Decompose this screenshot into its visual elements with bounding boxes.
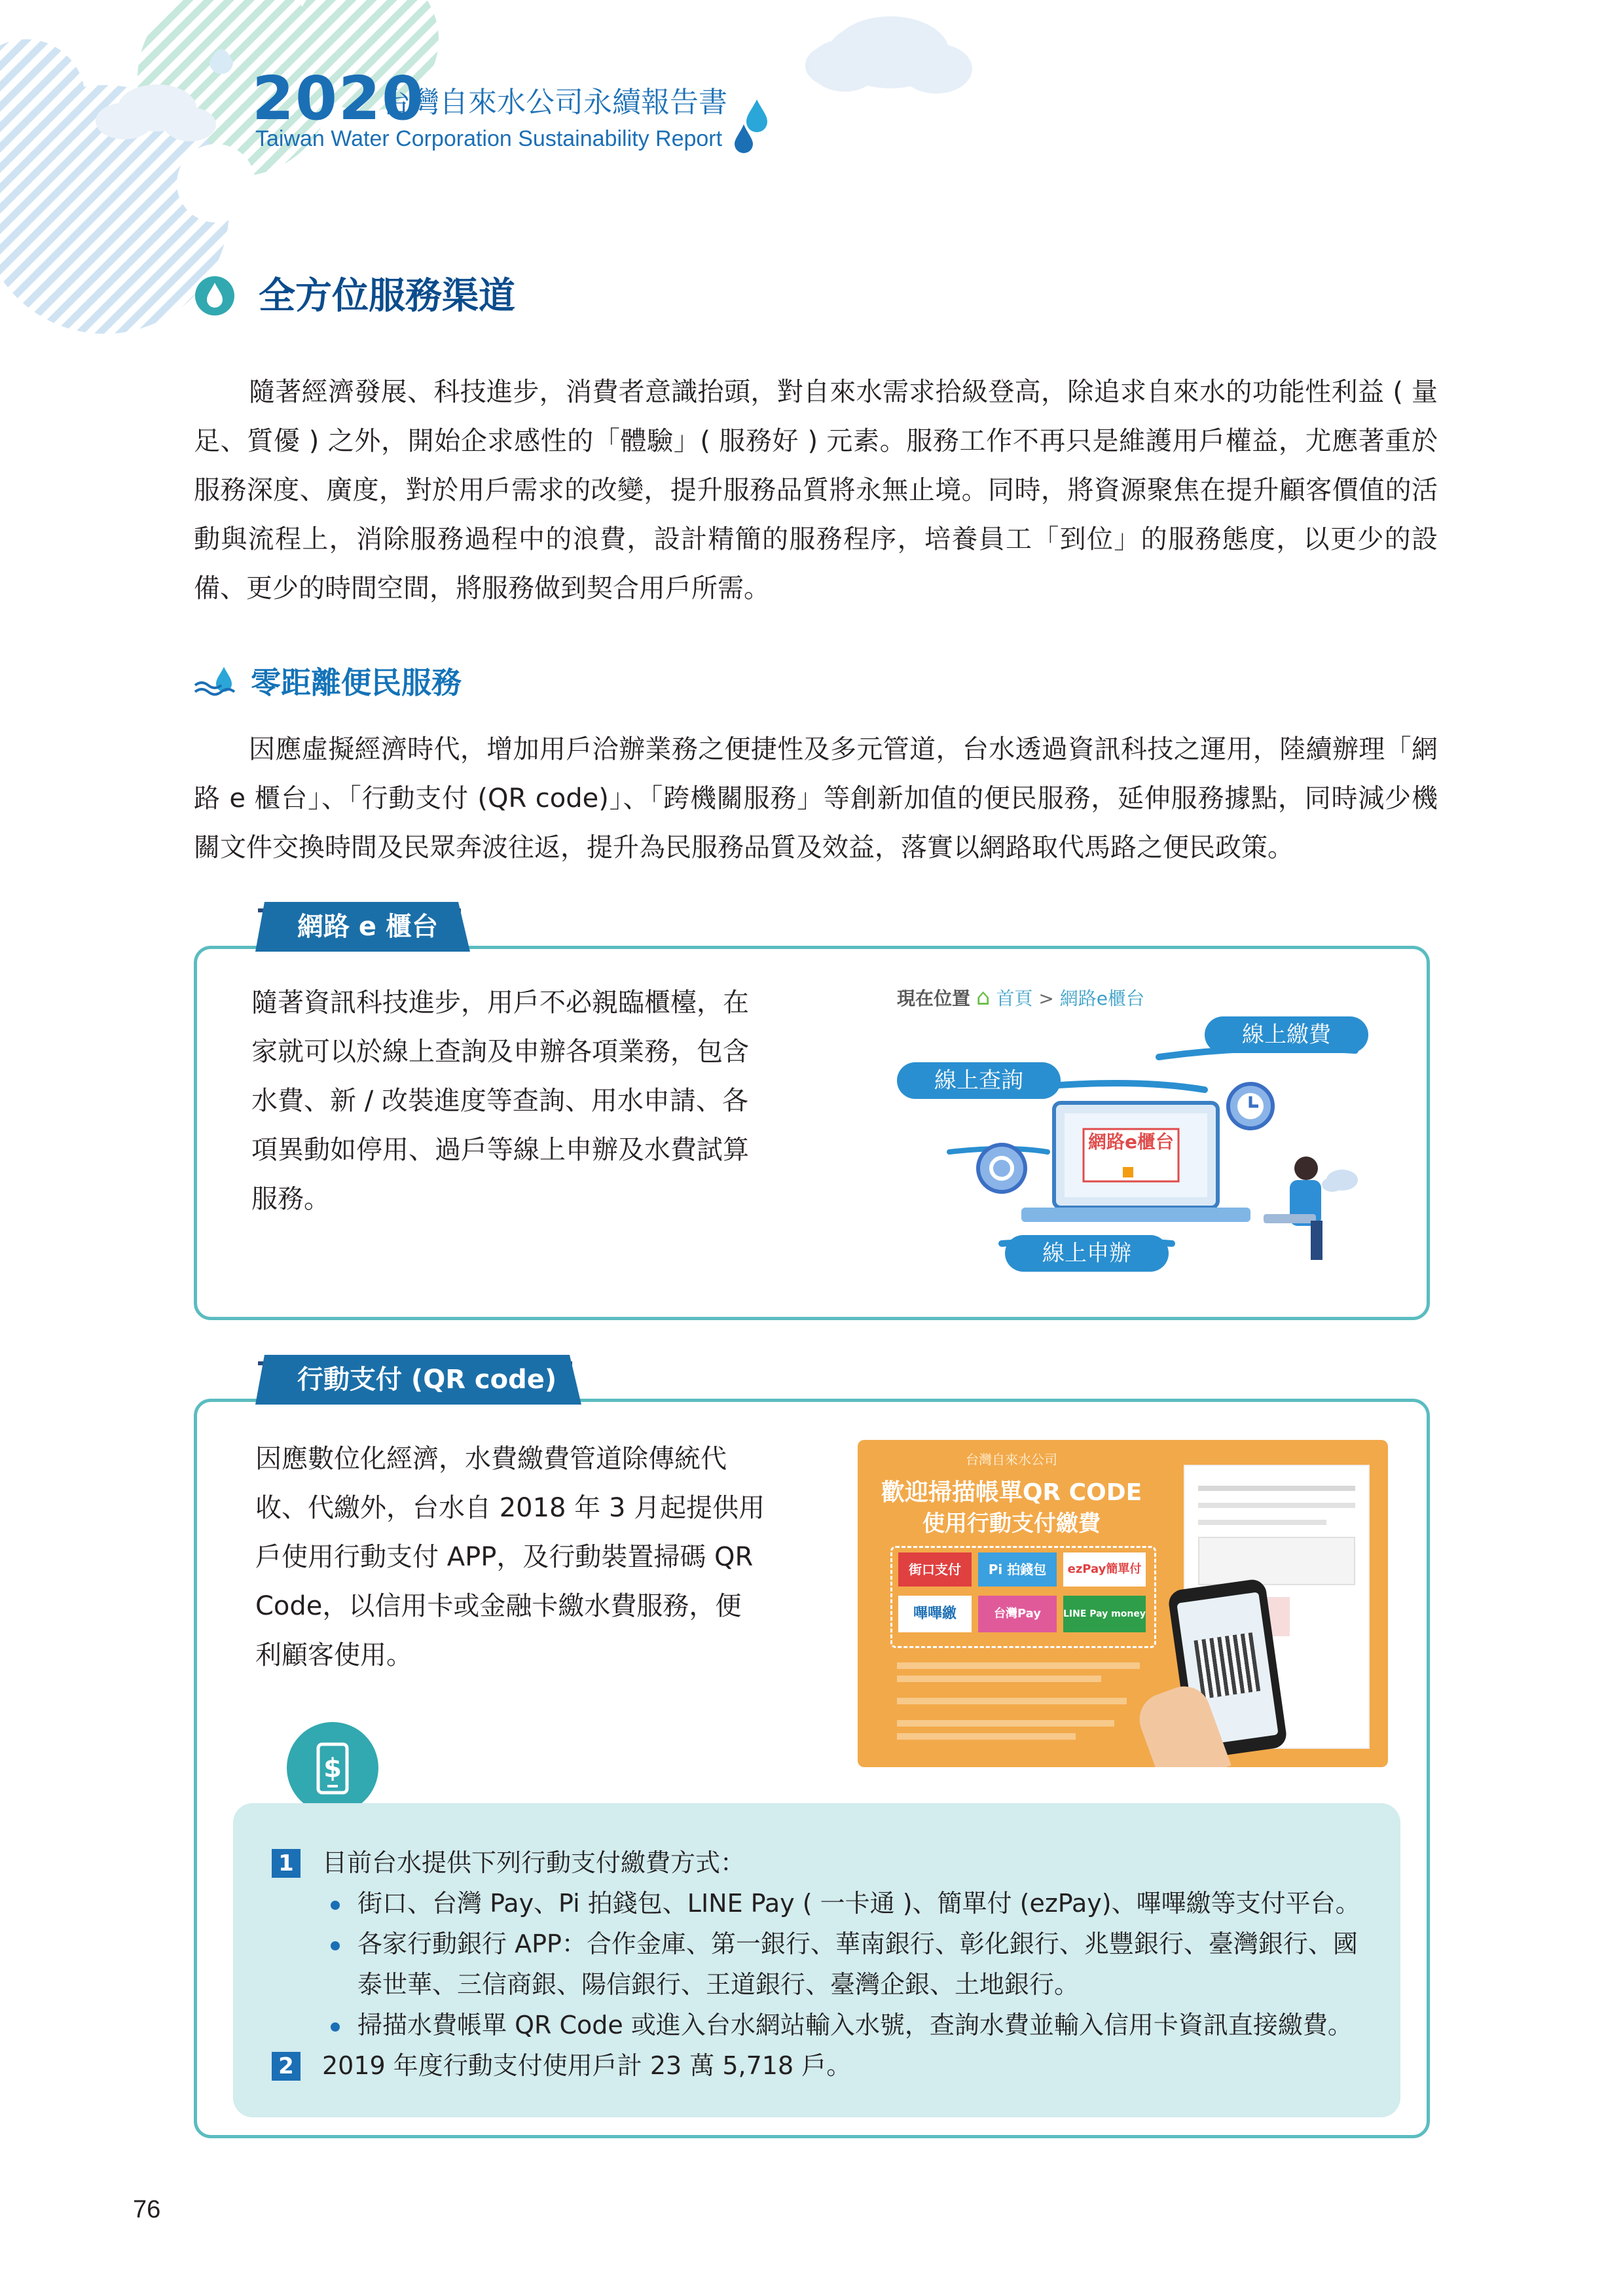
home-icon: ⌂ [976,984,991,1011]
pill-online-application: 線上申辦 [1005,1235,1169,1272]
wave-drop-icon [194,664,242,700]
logo-taiwan-pay: 台灣Pay [978,1596,1057,1632]
screen-label: 網路e櫃台 [1088,1131,1174,1153]
info-item-number: 2 [272,2052,301,2081]
panel2-line: 因應數位化經濟，水費繳費管道除傳統代 [255,1444,727,1474]
panel2-line: 收、代繳外，台水自 2018 年 3 月起提供用 [255,1493,765,1523]
logo-bibi: 嗶嗶繳 [898,1596,972,1632]
subsection-title: 零距離便民服務 [251,665,462,700]
logo-line-pay: LINE Pay money [1063,1596,1146,1632]
info-bullet: 街口、台灣 Pay、Pi 拍錢包、LINE Pay ( 一卡通 )、簡單付 (ezPay)、嗶嗶繳等支付平台。 [357,1889,1360,1918]
poster-headline-2: 使用行動支付繳費 [922,1511,1101,1537]
pill-online-payment: 線上繳費 [1205,1016,1368,1053]
logo-pi-wallet: Pi 拍錢包 [978,1552,1057,1587]
info-item-text: 目前台水提供下列行動支付繳費方式： [322,1848,746,1877]
info-bullet-continued: 泰世華、三信商銀、陽信銀行、王道銀行、臺灣企銀、土地銀行。 [357,1970,1080,1999]
report-year: 2020 [252,63,426,134]
breadcrumb-current: 網路e櫃台 [1059,988,1144,1009]
svg-text:$: $ [323,1753,342,1784]
section-intro [194,368,1438,613]
bullet-dot [331,2022,340,2032]
section-drop-icon [194,275,236,317]
panel-online-counter-tab: 網路 e 櫃台 [264,902,458,952]
info-item-text: 2019 年度行動支付使用戶計 23 萬 5,718 戶。 [322,2051,852,2080]
panel-online-counter-text [251,978,841,1224]
online-counter-illustration [897,978,1395,1293]
panel1-line: 家就可以於線上查詢及申辦各項業務，包含 [251,1037,749,1067]
info-item-number: 1 [272,1849,301,1878]
water-drop-icon [732,98,771,157]
bullet-dot [331,1941,340,1950]
report-title-en: Taiwan Water Corporation Sustainability Report [255,126,723,151]
section-title: 全方位服務渠道 [259,275,515,317]
qr-code-icon [1194,1632,1260,1699]
panel-mobile-payment-text [255,1435,805,1680]
panel1-line: 隨著資訊科技進步，用戶不必親臨櫃檯，在 [251,988,749,1018]
intro-paragraph: 隨著經濟發展、科技進步，消費者意識抬頭，對自來水需求拾級登高，除追求自來水的功能性利益 ( 量足、質優 ) 之外，開始企求感性的「體驗」( 服務好 ) 元素。服務工作不再只是維護用戶權益，尤應著重於服務深度、廣度，對於用戶需求的改變，提升服務品質將永無止境。同時，將資源聚焦在提升顧客價值的活動與流程上，消除服務過程中的浪費，設計精簡的服務程序，培養員工「到位」的服務態度，以更少的設備、更少的時間空間，將服務做到契合用戶所需。 [194,377,1438,603]
breadcrumb-home: 首頁 [996,988,1033,1009]
panel-mobile-payment-tab: 行動支付 (QR code) [264,1355,570,1405]
panel2-line: 戶使用行動支付 APP，及行動裝置掃碼 QR [255,1542,754,1572]
panel1-line: 水費、新 / 改裝進度等查詢、用水申請、各 [251,1086,748,1116]
report-title-zh: 台灣自來水公司永續報告書 [382,86,727,119]
logo-jkopay: 街口支付 [898,1552,972,1587]
poster-org: 台灣自來水公司 [966,1452,1057,1467]
page-number: 76 [133,2196,161,2223]
panel2-line: 利顧客使用。 [255,1640,412,1670]
cloud-decoration [805,0,976,105]
panel1-line: 服務。 [251,1184,330,1214]
subsection-paragraph: 因應虛擬經濟時代，增加用戶洽辦業務之便捷性及多元管道，台水透過資訊科技之運用，陸續辦理「網路 e 櫃台」、「行動支付 (QR code)」、「跨機關服務」等創新加值的便民服務，延伸服務據點，同時減少機關文件交換時間及民眾奔波往返，提升為民服務品質及效益，落實以網路取代馬路之便民政策。 [194,734,1438,863]
bullet-dot [331,1901,340,1910]
subsection-text [194,725,1438,872]
breadcrumb-label: 現在位置 [897,988,971,1009]
info-bullet: 各家行動銀行 APP：合作金庫、第一銀行、華南銀行、彰化銀行、兆豐銀行、臺灣銀行、國 [357,1929,1358,1958]
pill-online-query: 線上查詢 [897,1062,1061,1099]
qr-payment-poster [858,1440,1388,1767]
breadcrumb-separator: > [1038,988,1054,1009]
info-bullet: 掃描水費帳單 QR Code 或進入台水網站輸入水號，查詢水費並輸入信用卡資訊直接繳費。 [357,2011,1353,2039]
panel1-line: 項異動如停用、過戶等線上申辦及水費試算 [251,1135,749,1165]
panel2-line: Code，以信用卡或金融卡繳水費服務，便 [255,1591,742,1621]
poster-headline-1: 歡迎掃描帳單QR CODE [881,1479,1142,1506]
logo-ezpay: ezPay簡單付 [1063,1552,1146,1587]
